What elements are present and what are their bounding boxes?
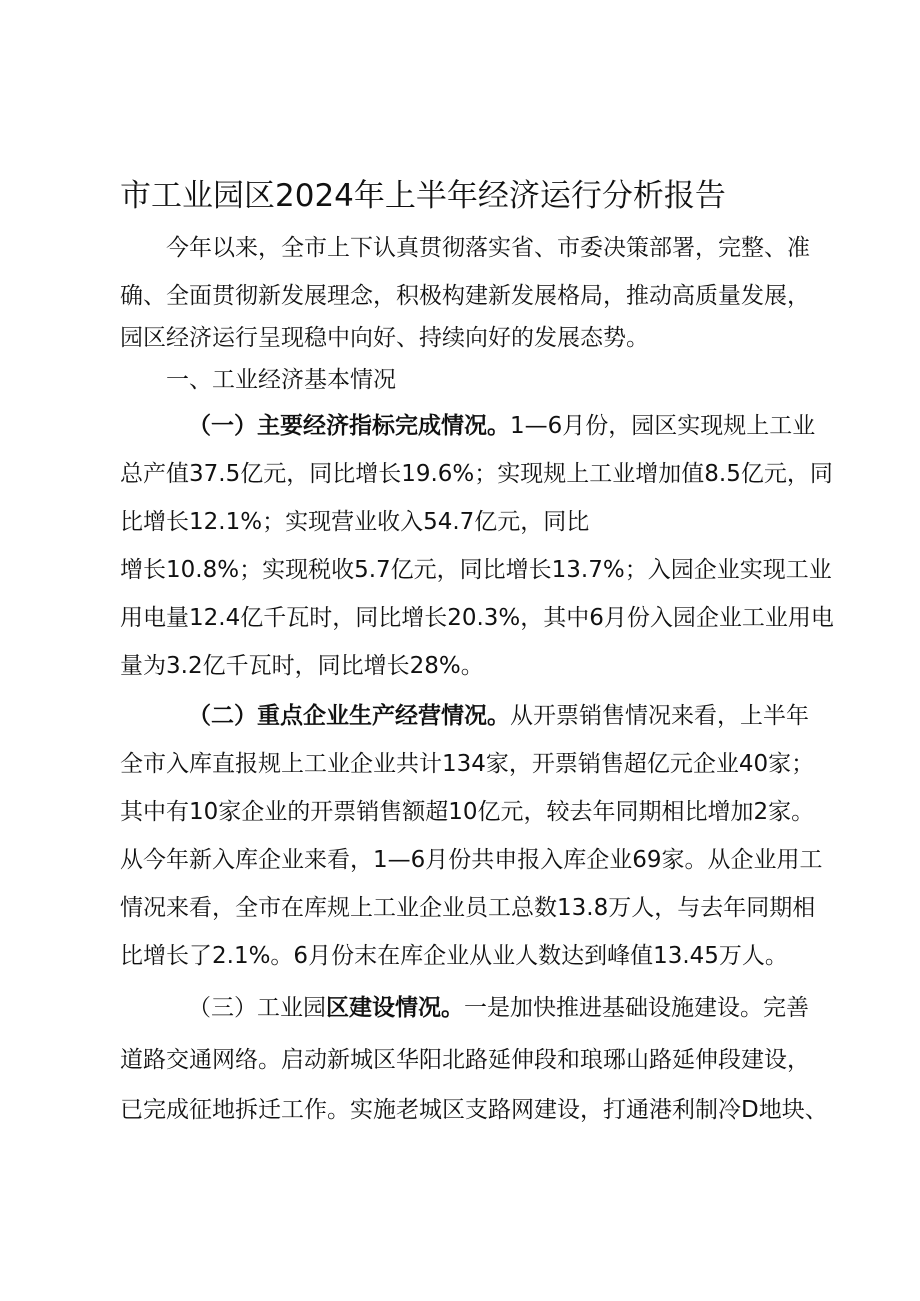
sub2-line-3: 其中有10家企业的开票销售额超10亿元，较去年同期相比增加2家。 (120, 799, 815, 825)
sub1-line-6: 量为3.2亿千瓦时，同比增长28%。 (120, 653, 484, 679)
report-title: 市工业园区2024年上半年经济运行分析报告 (120, 178, 726, 214)
sub3-line-2: 道路交通网络。启动新城区华阳北路延伸段和琅琊山路延伸段建设， (120, 1047, 810, 1073)
sub1-line-4: 增长10.8%；实现税收5.7亿元，同比增长13.7%；入园企业实现工业 (120, 557, 832, 583)
sub2-line-5: 情况来看，全市在库规上工业企业员工总数13.8万人，与去年同期相 (120, 895, 816, 921)
sub2-heading: （二）重点企业生产经营情况。 (188, 703, 510, 729)
sub2-line-1: 从开票销售情况来看，上半年 (510, 703, 809, 729)
sub3-first-line (188, 988, 809, 1028)
intro-line-1: 今年以来，全市上下认真贯彻落实省、市委决策部署，完整、准 (166, 235, 810, 261)
sub2-line-4: 从今年新入库企业来看，1—6月份共申报入库企业69家。从企业用工 (120, 847, 823, 873)
sub3-line-3: 已完成征地拆迁工作。实施老城区支路网建设，打通港利制冷D地块、 (120, 1097, 828, 1123)
sub1-first-line (188, 406, 815, 446)
sub1-line-2: 总产值37.5亿元，同比增长19.6%；实现规上工业增加值8.5亿元，同 (120, 461, 833, 487)
sub3-line-1: 一是加快推进基础设施建设。完善 (464, 995, 809, 1021)
intro-line-3: 园区经济运行呈现稳中向好、持续向好的发展态势。 (120, 325, 649, 351)
sub3-heading-plain: （三）工业园 (188, 995, 326, 1021)
intro-line-2: 确、全面贯彻新发展理念，积极构建新发展格局，推动高质量发展， (120, 283, 810, 309)
sub2-line-2: 全市入库直报规上工业企业共计134家，开票销售超亿元企业40家； (120, 751, 815, 777)
sub1-heading: （一）主要经济指标完成情况。 (188, 413, 510, 439)
sub2-line-6: 比增长了2.1%。6月份末在库企业从业人数达到峰值13.45万人。 (120, 943, 788, 969)
sub3-heading-bold: 区建设情况。 (326, 995, 464, 1021)
sub1-line-5: 用电量12.4亿千瓦时，同比增长20.3%，其中6月份入园企业工业用电 (120, 605, 834, 631)
sub2-first-line (188, 696, 809, 736)
sub1-line-1: 1—6月份，园区实现规上工业 (510, 413, 816, 439)
sub1-line-3: 比增长12.1%；实现营业收入54.7亿元，同比 (120, 509, 590, 535)
section-heading-1: 一、工业经济基本情况 (166, 367, 396, 393)
